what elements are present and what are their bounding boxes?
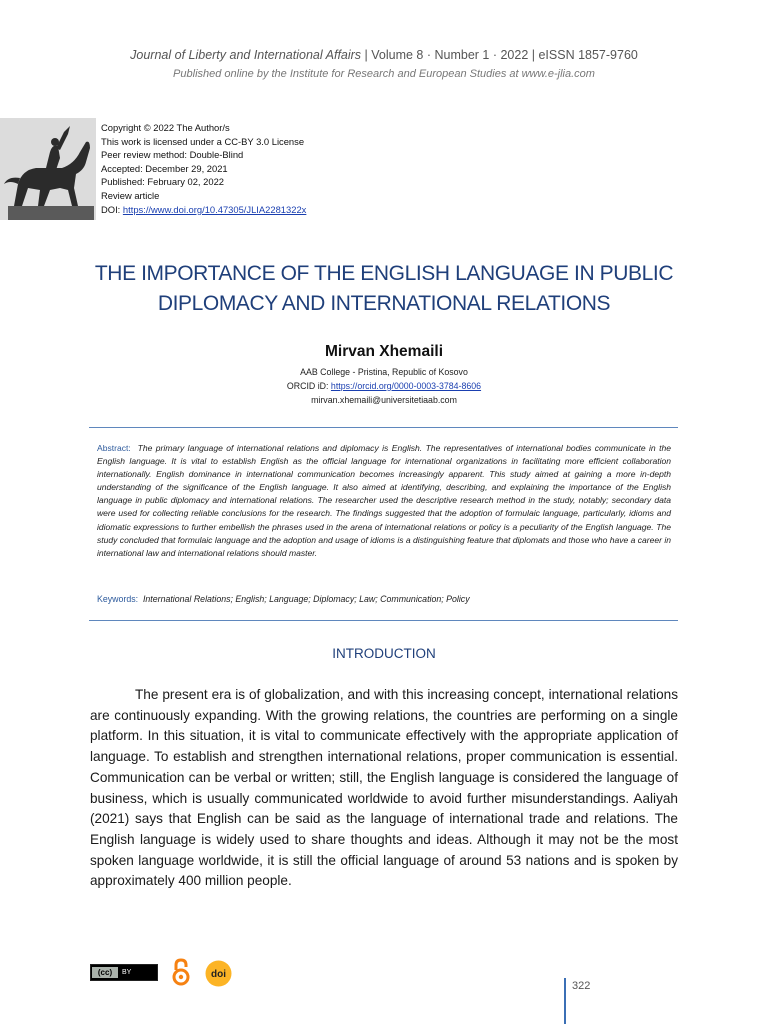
page-number: 322 xyxy=(572,980,591,992)
abstract-text: The primary language of international relations and diplomacy is English. The representatives of international bodies communicate in the English language. It is vital to establish English as the official language for international organizations in facilitating more efficient collaboration internationally. English dominance in international communication becomes increasingly apparent. This study aimed at gaining a more in-depth understanding of the significance of the English language. It also aimed at identifying, describing, and explaining the importance of the English language in public diplomacy and international relations. The researcher used the descriptive research method in the study, notably; secondary data were used for collecting reliable conclusions for the research. The findings suggested that the adoption of formulaic language, particularly, idioms and idiomatic expressions to further embellish the phrases used in the arena of international relations or policy is a peculiarity of the English language. The study concluded that formulaic language and the adoption and usage of idioms is a distinguishing feature that diplomats and those who have a career in international law and international relations should master. xyxy=(97,443,671,558)
article-title xyxy=(40,259,728,319)
abstract xyxy=(97,442,671,560)
copyright-line: Copyright © 2022 The Author/s xyxy=(101,122,230,133)
published-date-line: Published: February 02, 2022 xyxy=(101,176,224,188)
abstract-bottom-rule xyxy=(89,620,678,621)
article-type-line: Review article xyxy=(101,189,160,201)
author-email: mirvan.xhemaili@universitetiaab.com xyxy=(311,394,457,405)
journal-name: Journal of Liberty and International Affairs xyxy=(130,48,362,62)
intro-paragraph: The present era is of globalization, and with this increasing concept, international relations are continuously expanding. With the growing relations, the countries are performing on a single platform. In this situation, it is vital to communicate effectively with the appropriate application of language. To establish and strengthen international relations, proper communication is essential. Communication can be verbal or written; still, the English language is considered the language of business, which is usually communicated worldwide to avoid further misunderstandings. Aaliyah (2021) says that English can be said as the language of international trade and relations. The English language is widely used to share thoughts and ideas. Although it may not be the most spoken language worldwide, it is still the official language of around 53 nations and is spoken by approximately 400 million people. xyxy=(90,687,678,889)
statue-photo xyxy=(0,118,96,220)
cc-by-badge[interactable] xyxy=(90,964,158,981)
page-number-rule xyxy=(564,978,566,1024)
keywords-label: Keywords: xyxy=(97,594,139,604)
doi-label: DOI: xyxy=(101,203,123,215)
license-line: This work is licensed under a CC-BY 3.0 License xyxy=(101,135,305,147)
orcid-link[interactable]: https://orcid.org/0000-0003-3784-8606 xyxy=(330,380,482,391)
author-affiliation-block xyxy=(0,366,768,407)
accepted-line: Accepted: December 29, 2021 xyxy=(101,162,228,174)
section-heading: INTRODUCTION xyxy=(332,646,436,661)
doi-icon[interactable] xyxy=(205,960,232,987)
title-line-2: DIPLOMACY AND INTERNATIONAL RELATIONS xyxy=(157,292,611,315)
keywords xyxy=(97,594,671,604)
peer-review-line: Peer review method: Double-Blind xyxy=(101,149,244,161)
published-line: Published online by the Institute for Research and European Studies at www.e-jlia.com xyxy=(173,68,595,80)
abstract-top-rule xyxy=(89,427,678,428)
title-line-1: THE IMPORTANCE OF THE ENGLISH LANGUAGE IN PUBLIC xyxy=(94,262,674,285)
orcid-label: ORCID iD: xyxy=(286,380,331,391)
abstract-label: Abstract: xyxy=(97,443,131,453)
cc-badge-right: BY xyxy=(122,969,132,976)
orcid-line xyxy=(0,380,768,394)
affiliation: AAB College - Pristina, Republic of Kosovo xyxy=(300,367,468,377)
cc-badge-left: (cc) xyxy=(91,966,119,979)
author-name: Mirvan Xhemaili xyxy=(324,343,443,360)
keywords-text: International Relations; English; Language; Diplomacy; Law; Communication; Policy xyxy=(142,594,470,604)
open-access-icon[interactable] xyxy=(171,958,191,986)
journal-header xyxy=(0,48,768,62)
doi-line xyxy=(101,203,306,217)
article-meta xyxy=(101,121,306,216)
doi-badge-text: doi xyxy=(211,969,226,980)
journal-details: | Volume 8 · Number 1 · 2022 | eISSN 1857-9760 xyxy=(361,48,638,62)
doi-link[interactable]: https://www.doi.org/10.47305/JLIA2281322x xyxy=(122,203,307,215)
